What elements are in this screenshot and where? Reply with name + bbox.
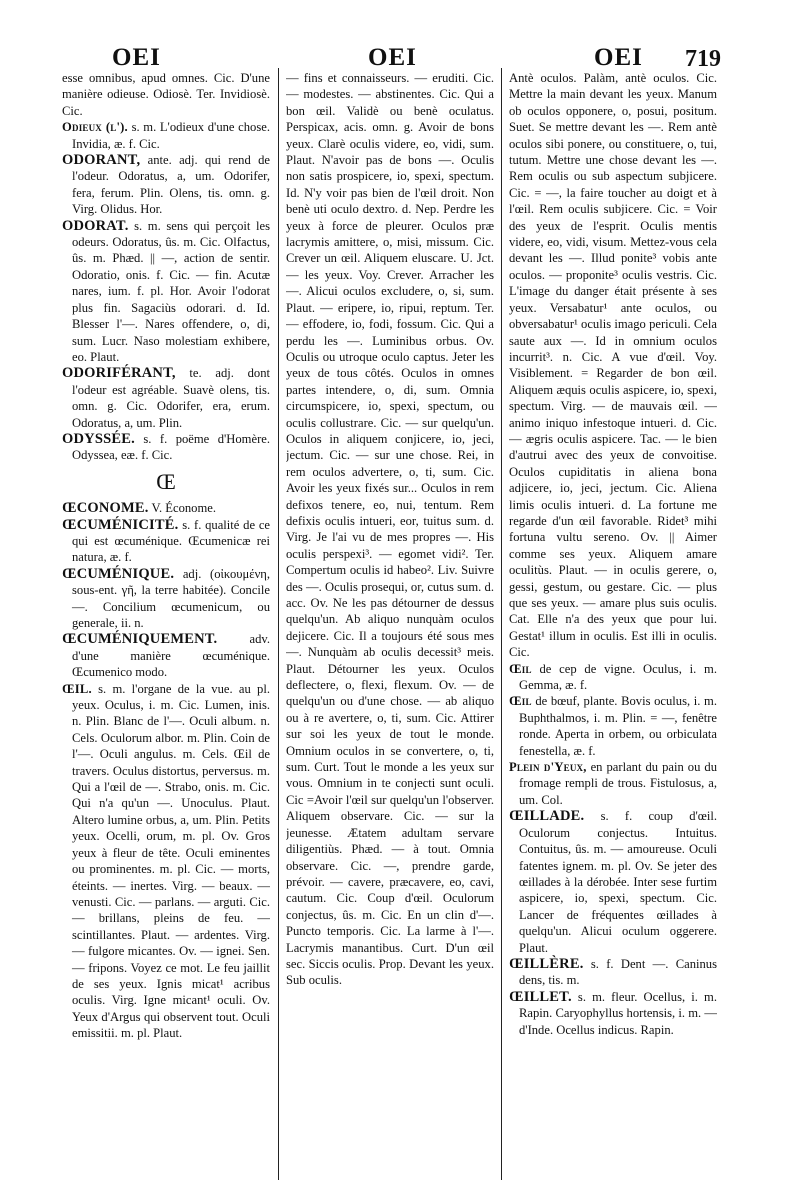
entry-text: V. Économe. bbox=[151, 501, 216, 516]
dictionary-entry bbox=[62, 681, 270, 1042]
entry-text: s. m. fleur. Ocellus, i. m. Rapin. Caryophyllus hortensis, i. m. — d'Inde. Ocellus indicus. Rapin. bbox=[519, 989, 717, 1037]
dictionary-entry bbox=[62, 517, 270, 566]
dictionary-entry bbox=[62, 431, 270, 464]
dictionary-entry bbox=[509, 661, 717, 694]
entry-headword: ŒCUMÉNICITÉ. bbox=[62, 516, 179, 533]
column-rule bbox=[278, 68, 279, 1180]
entry-headword: Œil bbox=[509, 661, 532, 676]
entry-text: esse omnibus, apud omnes. Cic. D'une manière odieuse. Odiosè. Ter. Invidiosè. Cic. bbox=[62, 71, 270, 118]
entry-headword: ŒILLADE. bbox=[509, 808, 585, 825]
dictionary-entry bbox=[509, 70, 717, 661]
running-head-center: OEI bbox=[368, 44, 417, 71]
entry-headword: ŒILLÈRE. bbox=[509, 955, 584, 972]
entry-text: te. adj. dont l'odeur est agréable. Suavè olens, tis. omn. g. Cic. Odorifer, era, erum. Odoratus, a, um. Plin. bbox=[72, 366, 270, 430]
page-number: 719 bbox=[685, 46, 721, 72]
entry-text: s. m. L'odieux d'une chose. Invidia, æ. f. Cic. bbox=[72, 120, 270, 151]
entry-headword: Œil bbox=[509, 694, 532, 709]
entry-text: s. f. coup d'œil. Oculorum conjectus. Intuitus. Contuitus, ûs. m. — amoureuse. Oculi fatentes ignem. m. pl. Ov. Se jeter des œillades à la dérobée. Inter sese furtim aspicere, io, spexi, spectum. Cic. Lancer de fréquentes œillades à quelqu'un. Alicui oculum oggerere. Plaut. bbox=[519, 809, 717, 955]
dictionary-entry bbox=[509, 759, 717, 808]
text-column-middle bbox=[286, 70, 494, 1180]
dictionary-entry bbox=[509, 808, 717, 956]
dictionary-entry bbox=[62, 218, 270, 366]
dictionary-entry bbox=[62, 70, 270, 119]
entry-text: s. f. poëme d'Homère. Odyssea, eæ. f. Cic. bbox=[72, 431, 270, 463]
entry-headword: ŒCONOME. bbox=[62, 500, 149, 517]
dictionary-entry bbox=[62, 631, 270, 680]
entry-text: Antè oculos. Palàm, antè oculos. Cic. Mettre la main devant les yeux. Manum ob oculos opponere, o, posui, positum. Suet. Se mettre devant les —. Rem antè oculos sibi ponere, ou constituere, o, tui, tutum. Mettre une chose devant les —. Rem oculis ou sub aspectum subjicere. Cic. = —, la faire toucher au doigt et à l'œil. Rem oculis subjicere. Cic. = Voir des yeux de l'esprit. Oculis mentis videre, eo, vidi, visum. Mettez-vous cela devant les —. Illud ponite³ vobis ante oculos. — proponite³ oculis vestris. Cic. L'image du danger était présente à ses yeux. Versabatur¹ ante oculos, ou obversabatur¹ oculis imago periculi. Cela saute aux —. Id in omnium oculos incurrit³. n. Cic. A vue d'œil. Voy. Visiblement. = Regarder de bon œil. Aliquem æquis oculis aspicere, io, spexi, spectum. Virg. — de mauvais œil. — animo iniquo infestoque intueri. d. Cic. — ægris oculis aspicere. Tac. — le bien d'autrui avec des yeux de convoitise. Oculos cupiditatis in aliena bona adjicere, io, jeci, jectum. Cic. Aliena limis oculis intueri. d. La fortune me regarde d'un œil favorable. Ridet³ mihi fortuna vultu sereno. Ov. || Aimer comme ses yeux. Aliquem amare oculitùs. Plaut. — in oculis gerere, o, gessi, gestum, ou gestare. Cic. — plus que ses yeux. — amare plus suis oculis. Cat. Elle n'a des yeux que pour lui. Gestat¹ illum in oculis. Est illi in oculis. Cic. bbox=[509, 71, 717, 660]
entry-text: de bœuf, plante. Bovis oculus, i. m. Buphthalmos, i. m. Plin. = —, fenêtre ronde. Aperta in orbem, ou orbiculata fenestella, æ. f. bbox=[519, 694, 717, 758]
dictionary-entry bbox=[509, 956, 717, 989]
entry-text: s. m. sens qui perçoit les odeurs. Odoratus, ûs. m. Cic. Olfactus, ûs. m. Phæd. || —, action de sentir. Odoratio, onis. f. Cic. — fin. Acutæ nares, ium. f. pl. Hor. Avoir l'odorat plus fin. Sagaciùs odorari. d. Id. Blesser l'—. Nares offendere, o, di, sum. Lucr. Naso molestiam exhibere, eo. Plaut. bbox=[72, 218, 270, 364]
dictionary-entry bbox=[509, 989, 717, 1038]
entry-headword: ŒILLET. bbox=[509, 988, 572, 1005]
entry-headword: Plein d'Yeux, bbox=[509, 760, 587, 775]
running-head-left: OEI bbox=[112, 44, 161, 71]
text-column-left bbox=[62, 70, 270, 1180]
entry-text: de cep de vigne. Oculus, i. m. Gemma, æ. f. bbox=[519, 661, 717, 693]
entry-headword: ODORAT. bbox=[62, 217, 129, 234]
text-column-right bbox=[509, 70, 717, 1180]
column-rule bbox=[501, 68, 502, 1180]
entry-headword: ODORIFÉRANT, bbox=[62, 365, 176, 382]
entry-headword: ODORANT, bbox=[62, 152, 141, 169]
entry-text: en parlant du pain ou du fromage rempli de trous. Fistulosus, a, um. Col. bbox=[519, 760, 717, 807]
entry-headword: Odieux (l'). bbox=[62, 120, 128, 135]
entry-text: adj. (οἰκουμένη, sous-ent. γῆ, la terre habitée). Concile —. Concilium œcumenicum, ou generale, ii. n. bbox=[72, 566, 270, 630]
running-head-right: OEI bbox=[594, 44, 643, 71]
entry-headword: ODYSSÉE. bbox=[62, 430, 135, 447]
entry-text: adv. d'une manière œcuménique. Œcumenico modo. bbox=[72, 632, 270, 680]
entry-text: ante. adj. qui rend de l'odeur. Odoratus, a, um. Odorifer, fera, ferum. Plin. Olens, tis. omn. g. Virg. Olidus. Hor. bbox=[72, 153, 270, 217]
section-letter: Œ bbox=[156, 468, 176, 494]
entry-text: s. f. qualité de ce qui est œcuménique. Œcumenicæ rei natura, æ. f. bbox=[72, 517, 270, 565]
dictionary-entry bbox=[509, 693, 717, 759]
entry-headword: ŒIL. bbox=[62, 681, 92, 696]
dictionary-entry bbox=[62, 500, 270, 516]
dictionary-entry bbox=[62, 365, 270, 431]
entry-text: — fins et connaisseurs. — eruditi. Cic. — modestes. — abstinentes. Cic. Qui a bon œil. Validè ou benè oculatus. Perspicax, acis. omn. g. Avoir de bons yeux. Clarè oculis videre, eo, vidi, sum. Plaut. N'avoir pas de bons —. Oculis non satis prospicere, io, spexi, spectum. Id. N'y voir pas bien de l'œil droit. Non benè uti oculo dextro. d. Nep. Perdre les yeux à force de pleurer. Oculos præ lacrymis amittere, o, misi, missum. Cic. Crever un œil. Aliquem eluscare. U. Jct. — les yeux. Voy. Crever. Arracher les —. Alicui oculos excludere, o, si, sum. Plaut. — eripere, io, ripui, reptum. Ter. — effodere, io, fodi, fossum. Cic. Qui a perdu les —. Luminibus orbus. Ov. Oculis ou utroque oculo captus. Jeter les yeux de tous côtés. Oculos in omnes partes intendere, o, di, sum. Omnia circumspicere, io, spexi, spectum, ou oculis collustrare. Cic. — sur quelqu'un. Oculos in aliquem conjicere, io, jeci, jectum. Cic. — sur une chose. Rei, in rem oculos advertere, o, ti, sum. Cic. Avoir les yeux fixés sur... Oculos in rem defixos tenere, eo, nui, tentum. Rem defixis oculis intueri, eor, tuitus sum. d. Virg. Je l'ai vu de mes propres —. His oculis perspexi³. — egomet vidi². Ter. Compertum oculis id habeo². Liv. Suivre des —. Oculis prosequi, or, cutus sum. d. acc. Ov. Ne les pas détourner de dessus quelqu'un. Ab aliquo nunquàm oculos dejicere. Cic. Il a toujours été sous mes —. Nunquàm ab oculis decessit³ meis. Plaut. Détourner les yeux. Oculos deflectere, o, flexi, flexum. Ov. — de quelqu'un ou d'une chose. — ab aliquo ou à re avertere, o, ti, sum. Cic. Attirer sur soi les yeux de tout le monde. Omnium oculos in se convertere, o, ti, sum. Curt. Tout le monde a les yeux sur vous. Omnium in te conjecti sunt oculi. Cic =Avoir l'œil sur quelqu'un l'observer. Aliquem observare. Cic. — sur la jeunesse. Ætatem adultam servare diligentiùs. Phæd. — à tout. Omnia observare. Cic. —, prendre garde, prévoir. — cavere, præcavere, eo, cavi, cautum. Cic. Coup d'œil. Oculorum conjectus, ûs. m. Cic. En un clin d'—. Puncto temporis. Cic. La larme à l'—. Lacrymis manantibus. Curt. D'un œil sec. Siccis oculis. Prop. Devant les yeux. Sub oculis. bbox=[286, 71, 494, 988]
entry-headword: ŒCUMÉNIQUE. bbox=[62, 565, 175, 582]
entry-headword: ŒCUMÉNIQUEMENT. bbox=[62, 631, 218, 648]
dictionary-entry bbox=[62, 152, 270, 218]
dictionary-entry bbox=[286, 70, 494, 989]
dictionary-entry bbox=[62, 119, 270, 152]
dictionary-entry bbox=[62, 566, 270, 632]
entry-text: s. f. Dent —. Caninus dens, tis. m. bbox=[519, 956, 717, 988]
entry-text: s. m. l'organe de la vue. au pl. yeux. Oculus, i. m. Cic. Lumen, inis. n. Plin. Blanc de l'—. Oculi album. n. Cels. Oculorum albor. m. Plin. Coin de l'—. Oculi angulus. m. Cels. Œil de travers. Oculus distortus, perversus. m. Qui a l'œil de —. Strabo, onis. m. Cic. Qui n'a qu'un —. Unoculus. Plaut. Altero lumine orbus, a, um. Plin. Petits yeux. Ocelli, orum, m. pl. Ov. Gros yeux à fleur de tête. Oculi eminentes ou prominentes. m. pl. Cic. — morts, éteints. — inertes. Virg. — beaux. — venusti. Cic. — parlans. — arguti. Cic. — brillans, pleins de feu. — scintillantes. Plaut. — ardentes. Virg. — fulgore micantes. Ov. — ignei. Sen. — fripons. Voyez ce mot. Le feu jaillit de ses yeux. Ignis micat¹ acribus oculis. Virg. Igne micant¹ oculi. Ov. Yeux d'Argus qui observent tout. Oculi emissitii. m. pl. Plaut. bbox=[72, 681, 270, 1041]
